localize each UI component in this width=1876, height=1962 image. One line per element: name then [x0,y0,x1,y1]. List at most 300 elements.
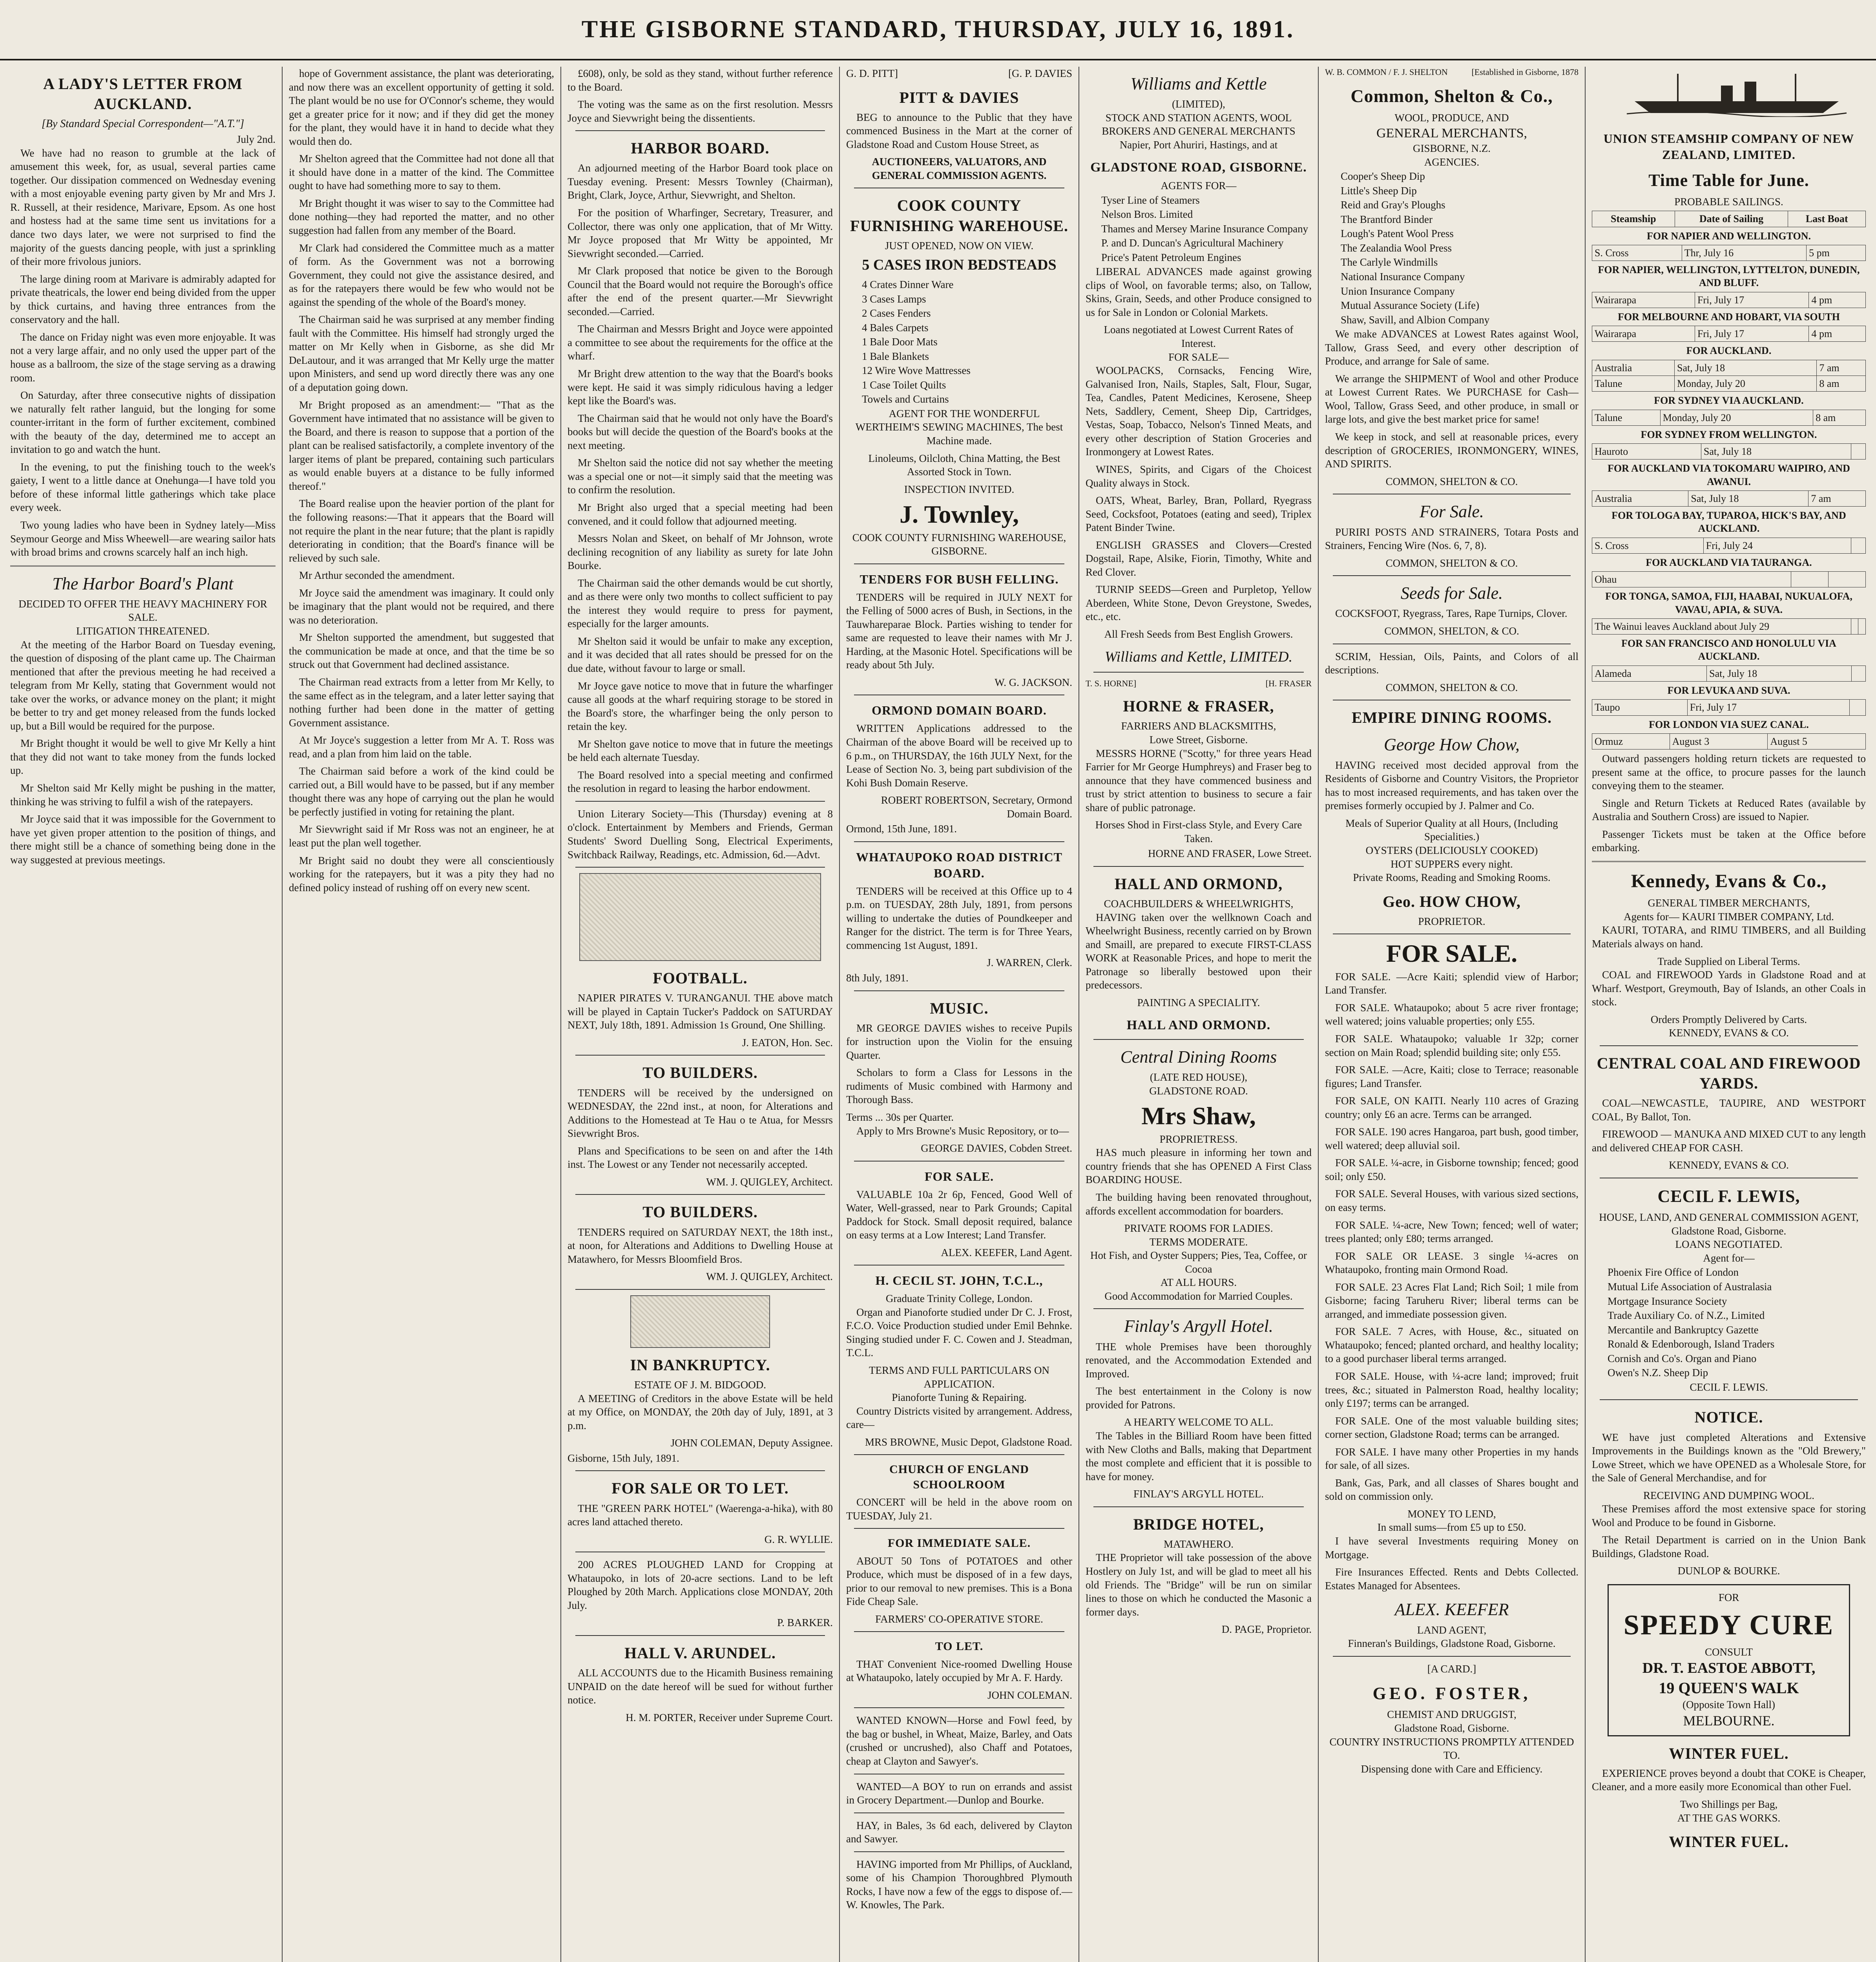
divider [854,990,1064,991]
ad-signature: COMMON, SHELTON & CO. [1385,475,1518,487]
table-cell: Sat, July 18 [1688,491,1808,506]
ad-subhead: INSPECTION INVITED. [904,483,1015,495]
divider [854,1161,1064,1162]
article-subhead: LITIGATION THREATENED. [76,625,210,637]
article-paragraph: The Board resolved into a special meeting and confirmed the resolution in regard to leasing the harbor endowment. [568,769,833,795]
ad-text: 200 ACRES PLOUGHED LAND for Cropping at Whataupoko, in lots of 20-acre sections. Land to be left Ploughed by 20th March. Applications close MONDAY, 20th July. [568,1559,833,1611]
ad-terms: TERMS AND FULL PARTICULARS ON APPLICATION. [869,1364,1049,1390]
divider [854,1812,1064,1813]
ad-title: ORMOND DOMAIN BOARD. [872,703,1047,718]
sale-lot: FOR SALE, ON KAITI. Nearly 110 acres of Grazing country; only £6 an acre. Terms can be arranged. [1325,1095,1579,1120]
divider [854,1454,1064,1455]
article-paragraph: The large dining room at Marivare is admirably adapted for private theatricals, the lower end being divided from the upper by thick curtains, and having three entrances from the conservatory and the hall. [10,273,276,326]
ad-title: TENDERS FOR BUSH FELLING. [860,572,1059,586]
ad-title: For Sale. [1420,502,1484,521]
table-cell: 8 am [1817,376,1866,391]
article-paragraph: At Mr Joyce's suggestion a letter from Mr A. T. Ross was read, and a plan from him laid on the table. [289,734,554,760]
article-paragraph: Mr Shelton said it would be unfair to make any exception, and it was decided that all rates should be pressed for on the due date, without favour to large or small. [568,635,833,674]
article-paragraph: Mr Clark had considered the Committee much as a matter of form. As the Government was not a borrowing Government, they could not give the assistance desired, and as for the ratepayers there would be few who would not be against the spending of the whole of the Board's money. [289,242,554,308]
ad-subhead: Horses Shod in First-class Style, and Every Care Taken. [1095,819,1302,844]
ad-title: FOR IMMEDIATE SALE. [887,1537,1031,1550]
ad-title: CENTRAL COAL AND FIREWOOD YARDS. [1597,1054,1861,1092]
ad-text: TENDERS required on SATURDAY NEXT, the 18th inst., at noon, for Alterations and Additions to Dwelling House at Matawhero, for Messrs Bloomfield Bros. [568,1226,833,1265]
table-cell: S. Cross [1592,538,1704,553]
ad-subhead: (LATE RED HOUSE), [1150,1071,1248,1083]
sailing-route: FOR TOLOGA BAY, TUPAROA, HICK'S BAY, AND AUCKLAND. [1611,510,1846,534]
divider [1592,861,1866,862]
ad-title: WINTER FUEL. [1669,1744,1789,1762]
ad-text: A MEETING of Creditors in the above Estate will be held at my Office, on MONDAY, the 20th day of July, 1891, at 3 p.m. [568,1392,833,1431]
divider [854,563,1064,564]
ad-subhead: In small sums—from £5 up to £50. [1377,1521,1526,1533]
ad-title: CHURCH OF ENGLAND SCHOOLROOM [889,1463,1029,1491]
ad-subhead: Graduate Trinity College, London. [885,1293,1033,1305]
ad-text: HAY, in Bales, 3s 6d each, delivered by Clayton and Sawyer. [846,1819,1072,1845]
ad-title: WHATAUPOKO ROAD DISTRICT BOARD. [856,850,1062,880]
ad-title: EMPIRE DINING ROOMS. [1351,709,1552,727]
ad-subhead: Agents for— KAURI TIMBER COMPANY, Ltd. [1624,910,1834,923]
divider [1600,1045,1858,1046]
table-row [1592,444,1866,460]
table-cell: Taupo [1592,700,1688,715]
article-subhead: DECIDED TO OFFER THE HEAVY MACHINERY FOR SALE. [18,598,267,624]
column-header: Date of Sailing [1675,211,1788,227]
sale-lot: FOR SALE. One of the most valuable building sites; corner section, Gladstone Road; terms can be arranged. [1325,1415,1579,1441]
sailing-table [1592,699,1866,715]
ad-subhead: Meals of Superior Quality at all Hours, (Including Specialities.) [1345,817,1558,843]
ad-subhead: MATAWHERO. [1164,1538,1234,1550]
divider [575,1635,825,1636]
sailing-route: FOR NAPIER, WELLINGTON, LYTTELTON, DUNEDIN, AND BLUFF. [1598,264,1860,289]
ad-brand: Common, Shelton & Co., [1350,86,1553,106]
table-row [1592,700,1866,715]
sailing-route: FOR AUCKLAND. [1686,345,1772,357]
box-doctor-name: DR. T. EASTOE ABBOTT, [1642,1660,1816,1677]
ad-signature: G. R. WYLLIE. [764,1533,833,1545]
ad-subhead: PROBABLE SAILINGS. [1674,195,1783,208]
ad-text: WINES, Spirits, and Cigars of the Choicest Quality always in Stock. [1086,463,1312,489]
divider [1093,1506,1304,1507]
divider [575,1055,825,1056]
ad-subhead: Hot Fish, and Oyster Suppers; Pies, Tea, Coffee, or Cocoa [1090,1249,1307,1275]
article-paragraph: The Chairman said he was surprised at any member finding fault with the Committee. His himself had strongly urged the matter on Mr Kelly when in Gisborne, as she did Mr DeLautour, and it was arranged that Mr Kelly urge the matter upon Ministers, and send up word directly there was any one of a deputation going down. [289,314,554,394]
sailing-route: FOR AUCKLAND VIA TOKOMARU WAIPIRO, AND AWANUI. [1608,463,1850,487]
ad-brand: Central Dining Rooms [1120,1047,1277,1067]
article-paragraph: Mr Shelton gave notice to move that in future the meetings be held each alternate Tuesday. [568,738,833,764]
ad-text: THE whole Premises have been thoroughly renovated, and the Accommodation Extended and Improved. [1086,1340,1312,1380]
ad-text: I have several Investments requiring Money on Mortgage. [1325,1535,1579,1561]
ad-brand: Mrs Shaw, [1141,1102,1256,1130]
ad-text: WANTED—A BOY to run on errands and assist in Grocery Department.—Dunlop and Bourke. [846,1780,1072,1806]
ad-subhead: Private Rooms, Reading and Smoking Rooms. [1353,872,1551,884]
ad-text: Fire Insurances Effected. Rents and Debts Collected. Estates Managed for Absentees. [1325,1566,1579,1592]
ad-signature: CECIL F. LEWIS. [1690,1381,1768,1393]
sailing-route: FOR LEVUKA AND SUVA. [1667,685,1790,697]
sailing-table [1592,571,1866,587]
table-cell: Australia [1592,360,1675,376]
ad-text: Country Districts visited by arrangement. Address, care— [846,1405,1072,1431]
box-address: 19 QUEEN'S WALK [1659,1679,1799,1697]
list-item: Tyser Line of Steamers [1101,194,1200,206]
ad-title: H. CECIL ST. JOHN, T.C.L., [875,1273,1043,1288]
ad-terms: Terms ... 30s per Quarter. [846,1111,954,1123]
ad-text: HAVING imported from Mr Phillips, of Auckland, some of his Champion Thoroughbred Plymouth Rocks, I have now a few of the eggs to dispose of.—W. Knowles, The Park. [846,1858,1072,1911]
speedy-cure-box [1608,1584,1850,1736]
table-cell: 7 am [1808,491,1866,506]
ad-subhead: AT ALL HOURS. [1160,1276,1237,1289]
ad-brand: ALEX. KEEFER [1394,1600,1509,1619]
table-cell: 7 am [1817,360,1866,376]
ad-subhead: PAINTING A SPECIALITY. [1137,996,1260,1008]
ad-subhead: ESTATE OF J. M. BIDGOOD. [634,1379,766,1391]
ad-text: We make ADVANCES at Lowest Rates against Wool, Tallow, Grass Seed, and every other description of Produce, and arrange for Sale of same. [1325,328,1579,367]
ad-subhead: PRIVATE ROOMS FOR LADIES. [1124,1222,1273,1234]
table-cell: 8 am [1813,410,1866,425]
ad-brand: Kennedy, Evans & Co., [1631,870,1827,892]
list-item: Nelson Bros. Limited [1101,208,1193,221]
list-item: The Brantford Binder [1341,213,1433,225]
ad-subhead: CHEMIST AND DRUGGIST, [1387,1709,1516,1721]
sailing-table [1592,538,1866,554]
ad-signature: Geo. HOW CHOW, [1383,892,1521,910]
partner-name: T. S. HORNE] [1086,678,1137,689]
ad-text: COCKSFOOT, Ryegrass, Tares, Rape Turnips, Clover. [1335,607,1568,620]
ad-text: KAURI, TOTARA, and RIMU TIMBERS, and all Building Materials always on hand. [1592,924,1866,950]
ad-text: BEG to announce to the Public that they have commenced Business in the Mart at the corner of Gladstone Road and Custom House Street, as [846,111,1072,150]
article-paragraph: An adjourned meeting of the Harbor Board took place on Tuesday evening. Present: Messrs Townley (Chairman), Bright, Clark, Joyce, Arthur, Sievwright, and Shelton. [568,162,833,201]
table-row [1592,376,1866,391]
ad-subhead: GENERAL MERCHANTS, [1376,126,1527,140]
column-6 [1319,67,1586,1962]
ad-signature: COMMON, SHELTON & CO. [1385,557,1518,569]
ad-signature: GEORGE DAVIES, Cobden Street. [921,1142,1072,1154]
ad-signature: FARMERS' CO-OPERATIVE STORE. [875,1613,1043,1625]
ad-text: HAS much pleasure in informing her town and country friends that she has OPENED A First Class BOARDING HOUSE. [1086,1147,1312,1186]
article-paragraph: Mr Bright said no doubt they were all conscientiously working for the ratepayers, but it was a pity they had no defined policy instead of rushing off on every new scent. [289,854,554,893]
table-row [1592,292,1866,308]
ad-title: FOR SALE. [924,1169,994,1183]
article-date: July 2nd. [236,133,276,146]
table-row [1592,733,1866,749]
column-7 [1586,67,1872,1962]
ad-text: ABOUT 50 Tons of POTATOES and other Produce, which must be disposed of in a few days, prior to our removal to new premises. This is a Bona Fide Cheap Sale. [846,1555,1072,1608]
article-paragraph: Mr Bright drew attention to the way that the Board's books were kept. He said it was simply ridiculous having a ledger kept like the Board's was. [568,368,833,407]
sale-lot: FOR SALE. Whataupoko; about 5 acre river frontage; well watered; joins valuable properties; only £55. [1325,1001,1579,1027]
table-cell [1791,572,1828,587]
ad-subhead: Trade Supplied on Liberal Terms. [1657,955,1800,967]
ad-text: Plans and Specifications to be seen on and after the 14th inst. The Lowest or any Tender not necessarily accepted. [568,1145,833,1171]
ad-date: Ormond, 15th June, 1891. [846,823,957,835]
table-cell: Sat, July 18 [1707,666,1852,681]
ad-text: TURNIP SEEDS—Green and Purpletop, Yellow Aberdeen, White Stone, Devon Greystone, Swedes, etc., etc. [1086,583,1312,623]
table-cell: Australia [1592,491,1688,506]
article-paragraph: Mr Joyce said that it was impossible for the Government to have yet given proper attention to the position of things, and there might still be a chance of something being done in the way suggested at previous meetings. [10,813,276,866]
article-paragraph: Mr Bright thought it would be well to give Mr Kelly a hint that they did not want to take money from the funds locked up. [10,737,276,777]
ad-brand: Williams and Kettle [1130,74,1267,93]
byline: [By Standard Special Correspondent—"A.T."] [41,118,245,130]
ad-text: FIREWOOD — MANUKA AND MIXED CUT to any length and delivered CHEAP FOR CASH. [1592,1128,1866,1154]
divider [575,867,825,868]
list-item: 3 Cases Lamps [862,293,926,305]
article-paragraph: Mr Shelton agreed that the Committee had not done all that it should have done in a matter of the kind. The Committee ought to have had something more to say to them. [289,153,554,192]
ad-subhead: Agent for— [1703,1252,1755,1264]
list-item: 1 Bale Door Mats [862,336,938,348]
column-2 [283,67,561,1962]
steamship-icon [1600,70,1872,117]
column-header: Steamship [1592,211,1675,227]
article-paragraph: In the evening, to put the finishing touch to the week's gaiety, I went to a little dance at Onehunga—I have told you before of these informal little gatherings which take place every week. [10,461,276,514]
article-paragraph: Two young ladies who have been in Sydney lately—Miss Seymour George and Miss Wheewell—are wearing sailor hats with broad brims and crowns scarcely half an inch high. [10,519,276,558]
ad-signature: Williams and Kettle, LIMITED. [1104,648,1293,665]
divider [10,565,276,567]
list-item: Thames and Mersey Marine Insurance Company [1101,222,1308,235]
sailing-route: FOR NAPIER AND WELLINGTON. [1647,230,1811,242]
sailing-route: FOR MELBOURNE AND HOBART, VIA SOUTH [1618,311,1840,323]
sailing-table [1592,491,1866,507]
divider [575,130,825,131]
ad-text: WOOLPACKS, Cornsacks, Fencing Wire, Galvanised Iron, Nails, Staples, Salt, Flour, Sugar, Tea, Candles, Patent Medicines, Kerosene, Sheep Nets, Saddlery, Cement, Sheep Dip, Cartridges, Vestas, Soap, Tobacco, Nelson's Tinned Meats, and every other description of Station Groceries and Ironmongery at Lowest Rates. [1086,365,1312,458]
ad-text: THE "GREEN PARK HOTEL" (Waerenga-a-hika), with 80 acres land attached thereto. [568,1502,833,1528]
ad-subhead: All Fresh Seeds from Best English Growers. [1104,628,1293,640]
sale-lot: FOR SALE OR LEASE. 3 single ¼-acres on Whataupoko, fronting main Ormond Road. [1325,1250,1579,1276]
list-item: P. and D. Duncan's Agricultural Machinery [1101,237,1284,249]
sailing-route: FOR SYDNEY VIA AUCKLAND. [1654,395,1804,407]
ad-subhead: HOUSE, LAND, AND GENERAL COMMISSION AGENT, [1599,1211,1859,1224]
table-row [1592,666,1866,681]
article-paragraph: For the position of Wharfinger, Secretary, Treasurer, and Collector, there was only one application, that of Mr Witty. Mr Joyce proposed that Mr Witty be appointed, Mr Sievwright seconded.—Carried. [568,207,833,259]
table-row [1592,360,1866,376]
ad-date: Gisborne, 15th July, 1891. [568,1452,679,1464]
ad-signature: P. BARKER. [777,1617,833,1629]
ad-subhead: AGENCIES. [1424,156,1480,168]
ad-text: TENDERS will be received at this Office up to 4 p.m. on TUESDAY, 28th July, 1891, from persons willing to undertake the duties of Poundkeeper and Ranger for the district. The term is for Three Years, commencing 1st August, 1891. [846,885,1072,951]
article-paragraph: Mr Clark proposed that notice be given to the Borough Council that the Board would not require the Borough's office after the end of the present quarter.—Mr Sievwright seconded.—Carried. [568,265,833,317]
column-3 [561,67,840,1962]
ad-signature: WM. J. QUIGLEY, Architect. [706,1176,833,1188]
ad-title: TO BUILDERS. [642,1203,758,1221]
ad-signature: J. EATON, Hon. Sec. [742,1036,833,1048]
article-paragraph: The Board realise upon the heavier portion of the plant for the following reasons:—That it appears that the Board will not require the plant in the near future; that the plant is rapidly deteriorating in condition; that the Board's finance will be relieved by such sale. [289,498,554,564]
ad-subhead: Orders Promptly Delivered by Carts. [1650,1013,1807,1025]
article-paragraph: Mr Shelton supported the amendment, but suggested that the communication be made at once, and that the time be so struck out that Government had declined assistance. [289,631,554,671]
ad-subhead: Loans negotiated at Lowest Current Rates of Interest. [1104,324,1294,350]
established-note: [Established in Gisborne, 1878 [1471,67,1579,77]
ad-signature: D. PAGE, Proprietor. [1221,1623,1312,1636]
ad-date: 8th July, 1891. [846,972,909,984]
partner-name: W. B. COMMON / F. J. SHELTON [1325,67,1448,77]
ad-text: Organ and Pianoforte studied under Dr C. J. Frost, F.C.O. Voice Production studied under Emil Behnke. Singing studied under F. C. Cowen and J. Steadman, T.C.L. [846,1306,1072,1359]
list-item: Mortgage Insurance Society [1608,1295,1727,1307]
ad-subhead: (LIMITED), [1172,98,1225,110]
box-address-note: (Opposite Town Hall) [1682,1699,1776,1711]
ad-signature: COMMON, SHELTON & CO. [1385,681,1518,693]
ad-signature: HALL AND ORMOND. [1126,1017,1271,1032]
ad-title: NOTICE. [1694,1408,1763,1426]
sale-lot: FOR SALE. —Acre, Kaiti; close to Terrace; reasonable figures; Land Transfer. [1325,1064,1579,1089]
ad-text: The best entertainment in the Colony is now provided for Patrons. [1086,1385,1312,1411]
article-paragraph: At the meeting of the Harbor Board on Tuesday evening, the question of disposing of the plant came up. The Chairman mentioned that after the previous meeting he had received a telegram from Mr Kelly, stating that Government would not take over the works, or advance money on the plant; it might be better to try and get money released from the funds locked up, but a Bill would be required for the purpose. [10,638,276,732]
sale-lot: FOR SALE. Several Houses, with various sized sections, on easy terms. [1325,1188,1579,1213]
ad-subhead: GISBORNE, N.Z. [1412,142,1491,155]
ad-subhead: Finneran's Buildings, Gladstone Road, Gisborne. [1348,1637,1556,1650]
ad-text: WRITTEN Applications addressed to the Chairman of the above Board will be received up to 6 p.m., on THURSDAY, the 16th JULY Next, for the Lease of Section No. 3, being part subdivision of the Kohi Bush Domain Reserve. [846,722,1072,789]
article-paragraph: Mr Joyce said the amendment was imaginary. It could only be imaginary that the plant would not be required, and there was no deterioration. [289,587,554,626]
list-item: Price's Patent Petroleum Engines [1101,251,1241,263]
timetable [1592,211,1866,227]
ad-title: MUSIC. [930,999,989,1017]
ad-subhead: A HEARTY WELCOME TO ALL. [1124,1416,1274,1428]
ad-header-names [846,67,1072,80]
partner-name: [G. P. DAVIES [1008,67,1072,79]
table-cell [1851,444,1866,460]
sailing-table [1592,443,1866,460]
ad-signature: HORNE AND FRASER, Lowe Street. [1148,848,1312,860]
ad-text: PURIRI POSTS AND STRAINERS, Totara Posts and Strainers, Fencing Wire (Nos. 6, 7, 8). [1325,526,1579,552]
article-title: The Harbor Board's Plant [52,574,234,593]
divider [575,1289,825,1290]
table-cell: Monday, July 20 [1675,376,1817,391]
article-paragraph: The Chairman said that he would not only have the Board's books but will decide the question of the Board's books at the next meeting. [568,412,833,451]
list-item: National Insurance Company [1341,271,1465,283]
ad-feature: 5 CASES IRON BEDSTEADS [862,257,1057,274]
table-row [1592,618,1866,634]
column-5 [1079,67,1319,1962]
ad-text: LIBERAL ADVANCES made against growing clips of Wool, on favorable terms; also, on Tallow, Skins, Grain, Seeds, and other Produce consigned to us for Sale in London or Colonial Markets. [1086,266,1312,318]
sale-lot: FOR SALE. ¼-acre, New Town; fenced; well of water; trees planted; only £80; terms arranged. [1325,1219,1579,1245]
ad-signature: ALEX. KEEFER, Land Agent. [941,1246,1072,1258]
ad-title: IN BANKRUPTCY. [630,1356,770,1374]
box-label: CONSULT [1704,1646,1753,1658]
ad-title: FOOTBALL. [653,969,748,987]
list-item: Ronald & Edenborough, Island Traders [1608,1338,1775,1350]
article-paragraph: The dance on Friday night was even more enjoyable. It was not a very large affair, and no only used the upper part of the house as a ballroom, the size of the stage serving as a drawing room. [10,331,276,384]
list-item: Cooper's Sheep Dip [1341,170,1425,182]
divider [1333,575,1571,576]
ad-brand: GEO. FOSTER, [1372,1684,1531,1703]
list-item: Mutual Assurance Society (Life) [1341,299,1480,312]
ad-subhead: Good Accommodation for Married Couples. [1104,1290,1293,1302]
sailing-route: FOR SYDNEY FROM WELLINGTON. [1641,429,1817,440]
sailing-route: FOR LONDON VIA SUEZ CANAL. [1649,718,1809,730]
ad-signature: WM. J. QUIGLEY, Architect. [706,1271,833,1283]
sailing-table [1592,360,1866,392]
ad-text: The Tables in the Billiard Room have been fitted with New Cloths and Balls, making that Department the most complete and efficient that it is possible to have for money. [1086,1430,1312,1482]
list-item: Union Insurance Company [1341,285,1455,297]
article-paragraph: The Chairman and Messrs Bright and Joyce were appointed a committee to see about the requirements for the office at the wharf. [568,323,833,362]
table-row [1592,326,1866,342]
ad-subhead: AGENTS FOR— [1161,180,1237,192]
ad-subhead: [A CARD.] [1427,1663,1476,1675]
ad-subhead: Lowe Street, Gisborne. [1149,734,1248,746]
table-cell: 4 pm [1809,292,1866,308]
timetable-title: Time Table for June. [1648,171,1809,190]
column-4 [840,67,1079,1962]
ad-text: The building having been renovated throughout, affords excellent accommodation for boarders. [1086,1191,1312,1217]
sailing-route: FOR AUCKLAND VIA TAURANGA. [1646,556,1812,568]
table-cell [1858,618,1866,634]
article-paragraph: The Chairman said the other demands would be cut shortly, and as there were only two months to collect sufficient to pay the interest they would require to press for payment, especially for the larger amounts. [568,577,833,630]
list-item: The Zealandia Wool Press [1341,242,1452,254]
box-city: MELBOURNE. [1683,1712,1775,1729]
list-item: Lough's Patent Wool Press [1341,228,1454,240]
ad-text: Linoleums, Oilcloth, China Matting, the Best Assorted Stock in Town. [868,452,1060,478]
sale-lot: FOR SALE. I have many other Properties in my hands for sale, of all sizes. [1325,1446,1579,1472]
sale-lot: FOR SALE. House, with ¼-acre land; improved; fruit trees, &c.; situated in Palmerston Road, healthy locality; only £197; terms can be arranged. [1325,1370,1579,1410]
ad-text: We arrange the SHIPMENT of Wool and other Produce at Lowest Current Rates. We PURCHASE for Cash—Wool, Tallow, Grass Seed, and other produce, in small or large lots, and give the best market price for same! [1325,372,1579,425]
divider [1333,1656,1571,1657]
ad-signature: FINLAY'S ARGYLL HOTEL. [1133,1488,1264,1500]
ad-text: HAVING received most decided approval from the Residents of Gisborne and Country Visitors, the Proprietor has to most increased requirements, and has taken over the premises formerly occupied by J. Palmer and Co. [1325,759,1579,812]
article-paragraph: The Chairman said before a work of the kind could be carried out, a Bill would have to be passed, but if any member thought there was any hope of carrying out the plan he would be perfectly justified in voting for retaining the plant. [289,765,554,818]
table-cell: Wairarapa [1592,326,1695,342]
column-header: Last Boat [1788,211,1866,227]
divider [854,1528,1064,1529]
ad-title: FOR SALE. [1386,939,1518,968]
royal-arms-emblem [630,1295,770,1348]
table-cell: 5 pm [1807,245,1866,261]
article-paragraph: Mr Shelton said Mr Kelly might be pushing in the matter, thinking he was striving to fulfil a wish of the ratepayers. [10,782,276,808]
article-paragraph: Mr Bright proposed as an amendment:— "That as the Government have intimated that no assistance will be given to the Board, and there is reason to suppose that a portion of the plant can be realised satisfactorily, a complete inventory of the larger items of plant be prepared, containing such particulars as would enable buyers at a distance to be fully informed thereof." [289,399,554,492]
table-cell: Sat, July 18 [1701,444,1851,460]
article-paragraph: The Chairman read extracts from a letter from Mr Kelly, to the same effect as in the telegram, and a later letter saying that nothing further had been done in the matter of getting Government assistance. [289,676,554,729]
ad-subhead: JUST OPENED, NOW ON VIEW. [885,239,1034,252]
article-title: A LADY'S LETTER FROM AUCKLAND. [43,75,243,113]
ad-title: Seeds for Sale. [1400,583,1503,603]
sailing-table [1592,245,1866,261]
ad-brand: George How Chow, [1384,735,1520,755]
sailing-route: FOR TONGA, SAMOA, FIJI, HAABAI, NUKUALOFA, VAVAU, APIA, & SUVA. [1605,591,1852,615]
ad-text: COAL—NEWCASTLE, TAUPIRE, AND WESTPORT COAL, By Ballot, Ton. [1592,1097,1866,1123]
divider [575,1470,825,1471]
list-item: Shaw, Savill, and Albion Company [1341,314,1490,326]
article-paragraph: hope of Government assistance, the plant was deteriorating, and now there was an excellent opportunity of getting it sold. The plant would be no use for O'Connor's scheme, they would get a greater price for it now; and if they did get the money for the plant, they would have it in hand to decide what they would then do. [289,67,554,147]
ad-subhead: PROPRIETRESS. [1159,1133,1238,1145]
ad-text: EXPERIENCE proves beyond a doubt that COKE is Cheaper, Cleaner, and a more easily more Economical than other Fuel. [1592,1767,1866,1793]
article-paragraph: The voting was the same as on the first resolution. Messrs Joyce and Sievwright being the dissentients. [568,98,833,124]
article-paragraph: Mr Sievwright said if Mr Ross was not an engineer, he at least put the plan well together. [289,823,554,849]
divider [1093,1039,1304,1040]
list-item: Cornish and Co's. Organ and Piano [1608,1352,1757,1364]
table-cell [1828,572,1865,587]
table-cell: Fri, July 17 [1695,292,1809,308]
article-paragraph: £608), only, be sold as they stand, without further reference to the Board. [568,67,833,93]
ad-header-names [1086,678,1312,689]
table-cell: Alameda [1592,666,1707,681]
ad-title: BRIDGE HOTEL, [1133,1515,1264,1533]
ad-text: ENGLISH GRASSES and Clovers—Crested Dogstail, Rape, Alsike, Fiorin, Timothy, White and Red Clover. [1086,539,1312,578]
divider [854,841,1064,842]
ad-signature: JOHN COLEMAN. [987,1689,1072,1701]
list-item: Towels and Curtains [862,393,949,405]
ad-subhead: PROPRIETOR. [1418,915,1485,927]
divider [854,1851,1064,1852]
ad-text: TENDERS will be received by the undersigned on WEDNESDAY, the 22nd inst., at noon, for Alterations and Additions to the Homestead at Te Hau o te Atua, for Messrs Sievwright Bros. [568,1087,833,1140]
ad-brand: Finlay's Argyll Hotel. [1124,1317,1273,1336]
ad-title: GLADSTONE ROAD, GISBORNE. [1090,160,1307,175]
article-paragraph: Messrs Nolan and Skeet, on behalf of Mr Johnson, wrote declining recognition of any liability as surety for late John Bourke. [568,532,833,572]
ad-subhead: Gladstone Road, Gisborne. [1671,1225,1787,1237]
ad-title: COOK COUNTY FURNISHING WAREHOUSE. [850,197,1068,235]
ad-subhead: LAND AGENT, [1417,1624,1487,1636]
ad-text: Apply to Mrs Browne's Music Repository, or to— [856,1125,1069,1137]
ad-subhead: FARRIERS AND BLACKSMITHS, [1121,720,1276,732]
ad-text: Passenger Tickets must be taken at the Office before embarking. [1592,828,1866,854]
table-cell: Hauroto [1592,444,1701,460]
ad-signature: MRS BROWNE, Music Depot, Gladstone Road. [865,1436,1072,1448]
masthead: THE GISBORNE STANDARD, THURSDAY, JULY 16, 1891. [0,0,1876,60]
ad-title: HALL AND ORMOND, [1114,875,1283,893]
ad-text: MR GEORGE DAVIES wishes to receive Pupils for instruction upon the Violin for the ensuing Quarter. [846,1022,1072,1061]
